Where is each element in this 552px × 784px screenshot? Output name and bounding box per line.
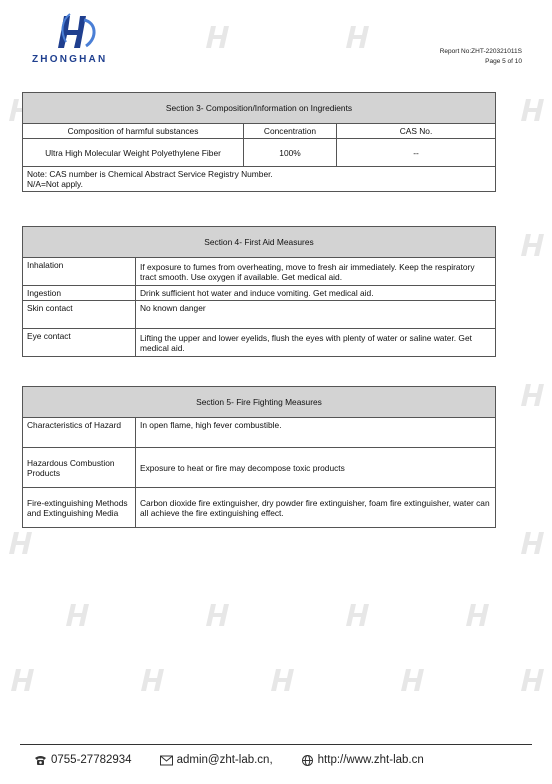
row-label: Eye contact bbox=[23, 329, 136, 357]
section4-title: Section 4- First Aid Measures bbox=[23, 227, 496, 258]
note-line: N/A=Not apply. bbox=[27, 179, 83, 189]
watermark-icon bbox=[520, 230, 550, 260]
section4-table bbox=[22, 226, 496, 357]
brand-name: ZHONGHAN bbox=[32, 54, 108, 65]
concentration-cell: 100% bbox=[244, 139, 337, 167]
watermark-icon bbox=[400, 665, 430, 695]
row-label: Skin contact bbox=[23, 301, 136, 329]
section3-table bbox=[22, 92, 496, 192]
watermark-icon bbox=[205, 22, 235, 52]
watermark-icon bbox=[520, 665, 550, 695]
watermark-icon bbox=[345, 600, 375, 630]
watermark-icon bbox=[520, 528, 550, 558]
watermark-icon bbox=[205, 600, 235, 630]
page-number: Page 5 of 10 bbox=[485, 58, 522, 65]
row-label: Ingestion bbox=[23, 286, 136, 301]
report-number: Report No:ZHT-220321011S bbox=[439, 48, 522, 55]
watermark-icon bbox=[140, 665, 170, 695]
watermark-icon bbox=[345, 22, 375, 52]
report-info bbox=[440, 47, 522, 67]
section3-title: Section 3- Composition/Information on Ingredients bbox=[23, 93, 496, 124]
footer bbox=[34, 752, 532, 768]
row-value: Lifting the upper and lower eyelids, flush the eyes with plenty of water or saline water. Get medical aid. bbox=[136, 329, 496, 357]
row-label: Hazardous Combustion Products bbox=[23, 448, 136, 488]
watermark-icon bbox=[465, 600, 495, 630]
row-value: In open flame, high fever combustible. bbox=[136, 418, 496, 448]
website-url[interactable]: http://www.zht-lab.cn bbox=[317, 754, 424, 766]
footer-email[interactable] bbox=[160, 752, 273, 768]
note-line: Note: CAS number is Chemical Abstract Service Registry Number. bbox=[27, 169, 273, 179]
row-label: Fire-extinguishing Methods and Extinguishing Media bbox=[23, 488, 136, 528]
envelope-icon bbox=[160, 755, 173, 766]
row-label: Characteristics of Hazard bbox=[23, 418, 136, 448]
zhonghan-logo-icon bbox=[56, 12, 100, 52]
footer-website[interactable] bbox=[301, 752, 424, 768]
col-cas-header: CAS No. bbox=[337, 124, 496, 139]
watermark-icon bbox=[520, 380, 550, 410]
watermark-icon bbox=[8, 528, 38, 558]
watermark-icon bbox=[270, 665, 300, 695]
watermark-icon bbox=[10, 665, 40, 695]
section5-title: Section 5- Fire Fighting Measures bbox=[23, 387, 496, 418]
section5-table bbox=[22, 386, 496, 528]
row-value: Carbon dioxide fire extinguisher, dry powder fire extinguisher, foam fire extinguisher, water can all achieve the fire extinguishing effect. bbox=[136, 488, 496, 528]
footer-divider bbox=[20, 744, 532, 745]
row-label: Inhalation bbox=[23, 258, 136, 286]
substance-cell: Ultra High Molecular Weight Polyethylene Fiber bbox=[23, 139, 244, 167]
phone-icon bbox=[34, 755, 47, 766]
phone-number: 0755-27782934 bbox=[51, 754, 132, 766]
row-value: Exposure to heat or fire may decompose toxic products bbox=[136, 448, 496, 488]
row-value: No known danger bbox=[136, 301, 496, 329]
watermark-icon bbox=[65, 600, 95, 630]
col-substance-header: Composition of harmful substances bbox=[23, 124, 244, 139]
watermark-icon bbox=[520, 95, 550, 125]
row-value: Drink sufficient hot water and induce vomiting. Get medical aid. bbox=[136, 286, 496, 301]
section3-note bbox=[23, 167, 496, 192]
col-concentration-header: Concentration bbox=[244, 124, 337, 139]
row-value: If exposure to fumes from overheating, move to fresh air immediately. Keep the respiratory tract smooth. Use oxygen if available. Get medical aid. bbox=[136, 258, 496, 286]
cas-cell: -- bbox=[337, 139, 496, 167]
email-address[interactable]: admin@zht-lab.cn, bbox=[176, 754, 273, 766]
company-logo bbox=[30, 12, 130, 68]
footer-phone bbox=[34, 752, 132, 768]
globe-icon bbox=[301, 755, 314, 766]
